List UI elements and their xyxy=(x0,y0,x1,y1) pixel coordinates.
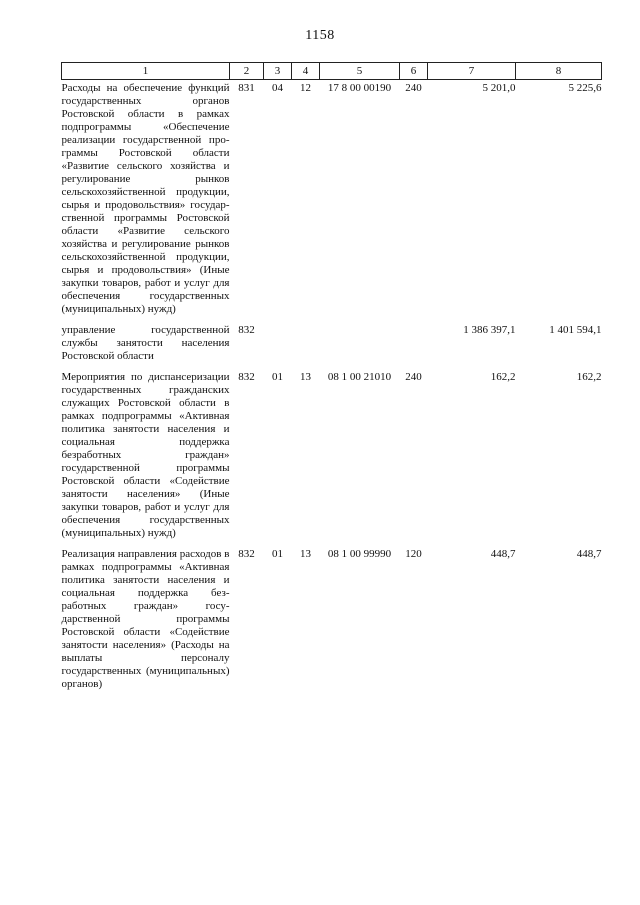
expense-type-code xyxy=(400,324,428,363)
row-description: Реализация направления расходов в рамках подпрограммы «Активная политика занятости населения и социальная поддержка безработных граждан» государственной программы Ростовской области «Содействие занятости населения» (Расходы на выплаты персоналу государственных (муниципальных) органов) xyxy=(61,548,230,690)
budget-table xyxy=(61,62,602,691)
column-header: 8 xyxy=(516,63,602,80)
page-number: 1158 xyxy=(305,28,335,43)
amount-col7: 5 201,0 xyxy=(482,82,516,94)
column-header: 7 xyxy=(428,63,516,80)
section-code: 01 xyxy=(272,548,283,560)
amount-col8: 5 225,6 xyxy=(568,82,602,94)
table-row xyxy=(62,548,602,691)
column-header: 6 xyxy=(400,63,428,80)
section-code: 04 xyxy=(272,82,283,94)
row-description: Расходы на обеспечение функций государственных органов Ростовской области в рамках подпрограммы «Обеспечение реализации государственной программы Ростовской области «Развитие сельского хозяйства и регулирование рынков сельскохозяйственной продукции, сырья и продовольствия» государственной программы Ростовской области «Развитие сельского хозяйства и регулирование рынков сельскохозяйственной продукции, сырья и продовольствия» (Иные закупки товаров, работ и услуг для обеспечения государственных (муниципальных) нужд) xyxy=(61,82,230,315)
ministry-code: 832 xyxy=(238,324,255,336)
column-header: 3 xyxy=(264,63,292,80)
target-article-code: 17 8 00 00190 xyxy=(327,82,392,94)
target-article-code: 08 1 00 21010 xyxy=(327,371,392,383)
column-header-row xyxy=(62,63,602,80)
table-row xyxy=(62,371,602,540)
column-header: 4 xyxy=(292,63,320,80)
subsection-code xyxy=(292,324,320,363)
amount-col8: 162,2 xyxy=(576,371,602,383)
row-description: управление государственной службы занятости населения Ростовской области xyxy=(61,324,230,362)
table-row xyxy=(62,80,602,317)
table-row xyxy=(62,324,602,363)
amount-col8: 448,7 xyxy=(576,548,602,560)
amount-col7: 1 386 397,1 xyxy=(463,324,516,336)
column-header: 1 xyxy=(62,63,230,80)
expense-type-code: 120 xyxy=(405,548,422,560)
row-description: Мероприятия по диспансеризации государственных гражданских служащих Ростовской области в рамках подпрограммы «Активная политика занятости населения и социальная поддержка безработных граждан» государственной программы Ростовской области «Содействие занятости населения» (Иные закупки товаров, работ и услуг для обеспечения государственных (муниципальных) нужд) xyxy=(61,371,230,539)
amount-col8: 1 401 594,1 xyxy=(549,324,602,336)
column-header: 5 xyxy=(320,63,400,80)
target-article-code xyxy=(320,324,400,363)
section-code xyxy=(264,324,292,363)
amount-col7: 448,7 xyxy=(490,548,516,560)
expense-type-code: 240 xyxy=(405,371,422,383)
section-code: 01 xyxy=(272,371,283,383)
target-article-code: 08 1 00 99990 xyxy=(327,548,392,560)
ministry-code: 832 xyxy=(238,371,255,383)
column-header: 2 xyxy=(230,63,264,80)
subsection-code: 13 xyxy=(300,371,311,383)
subsection-code: 12 xyxy=(300,82,311,94)
ministry-code: 831 xyxy=(238,82,255,94)
ministry-code: 832 xyxy=(238,548,255,560)
expense-type-code: 240 xyxy=(405,82,422,94)
subsection-code: 13 xyxy=(300,548,311,560)
amount-col7: 162,2 xyxy=(490,371,516,383)
